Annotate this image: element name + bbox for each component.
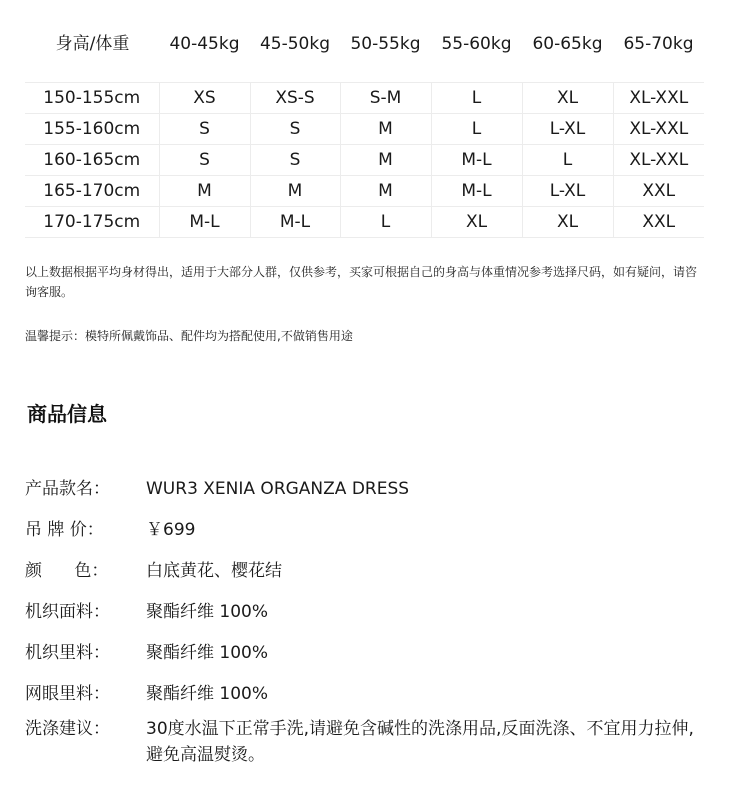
- size-cell: S: [250, 114, 340, 145]
- size-cell: XS: [159, 83, 250, 114]
- size-cell: M: [340, 145, 431, 176]
- field-label: 颜 色：: [25, 561, 109, 581]
- size-cell: XL: [522, 83, 613, 114]
- corner-label: 身高/体重: [55, 34, 130, 54]
- field-label: 网眼里料：: [25, 684, 110, 704]
- size-cell: M: [340, 176, 431, 207]
- size-cell: XXL: [613, 176, 704, 207]
- size-cell: XL: [522, 207, 613, 238]
- weight-column-header: 60-65kg: [532, 34, 603, 54]
- field-label: 洗涤建议：: [25, 719, 110, 739]
- field-label: 机织面料：: [25, 602, 110, 622]
- height-range-cell: 160-165cm: [25, 145, 159, 176]
- weight-column-header: 45-50kg: [259, 34, 331, 54]
- size-chart-header: [0, 30, 746, 58]
- height-range-cell: 155-160cm: [25, 114, 159, 145]
- size-cell: XL-XXL: [613, 145, 704, 176]
- field-label: 产品款名：: [25, 479, 110, 499]
- weight-column-header: 65-70kg: [623, 34, 694, 54]
- size-cell: L: [431, 83, 522, 114]
- field-value: WUR3 XENIA ORGANZA DRESS: [146, 479, 410, 499]
- size-cell: XS-S: [250, 83, 340, 114]
- height-range-cell: 170-175cm: [25, 207, 159, 238]
- size-cell: M: [340, 114, 431, 145]
- field-value: 聚酯纤维 100%: [146, 684, 269, 704]
- size-cell: L: [431, 114, 522, 145]
- size-row: [25, 145, 704, 176]
- field-value: 聚酯纤维 100%: [146, 602, 269, 622]
- model-accessory-tip: 温馨提示：模特所佩戴饰品、配件均为搭配使用,不做销售用途: [25, 329, 353, 343]
- size-cell: M-L: [250, 207, 340, 238]
- size-cell: S: [250, 145, 340, 176]
- field-label: 吊 牌 价：: [25, 520, 104, 540]
- size-cell: L: [522, 145, 613, 176]
- size-row: [25, 83, 704, 114]
- field-label: 机织里料：: [25, 643, 110, 663]
- size-cell: L: [340, 207, 431, 238]
- product-info-title: 商品信息: [27, 402, 107, 426]
- weight-column-header: 50-55kg: [350, 34, 421, 54]
- size-cell: M: [159, 176, 250, 207]
- size-disclaimer: 以上数据根据平均身材得出，适用于大部分人群，仅供参考，买家可根据自己的身高与体重情况参考选择尺码，如有疑问，请咨询客服。: [25, 265, 698, 299]
- size-cell: S: [159, 114, 250, 145]
- size-chart-table: [25, 82, 704, 238]
- size-cell: L-XL: [522, 114, 613, 145]
- size-cell: M-L: [431, 176, 522, 207]
- field-value: 聚酯纤维 100%: [146, 643, 269, 663]
- size-row: [25, 207, 704, 238]
- field-value: 30度水温下正常手洗,请避免含碱性的洗涤用品,反面洗涤、不宜用力拉伸,避免高温熨烫。: [146, 719, 694, 765]
- weight-column-header: 40-45kg: [169, 34, 240, 54]
- size-cell: S-M: [340, 83, 431, 114]
- size-cell: XL-XXL: [613, 83, 704, 114]
- height-range-cell: 150-155cm: [25, 83, 159, 114]
- field-value: ￥699: [146, 520, 196, 540]
- size-row: [25, 176, 704, 207]
- size-cell: L-XL: [522, 176, 613, 207]
- size-cell: M-L: [159, 207, 250, 238]
- size-cell: XXL: [613, 207, 704, 238]
- size-cell: XL-XXL: [613, 114, 704, 145]
- size-cell: M: [250, 176, 340, 207]
- weight-column-header: 55-60kg: [441, 34, 512, 54]
- size-cell: M-L: [431, 145, 522, 176]
- field-value: 白底黄花、樱花结: [146, 561, 282, 581]
- size-cell: XL: [431, 207, 522, 238]
- size-cell: S: [159, 145, 250, 176]
- size-row: [25, 114, 704, 145]
- height-range-cell: 165-170cm: [25, 176, 159, 207]
